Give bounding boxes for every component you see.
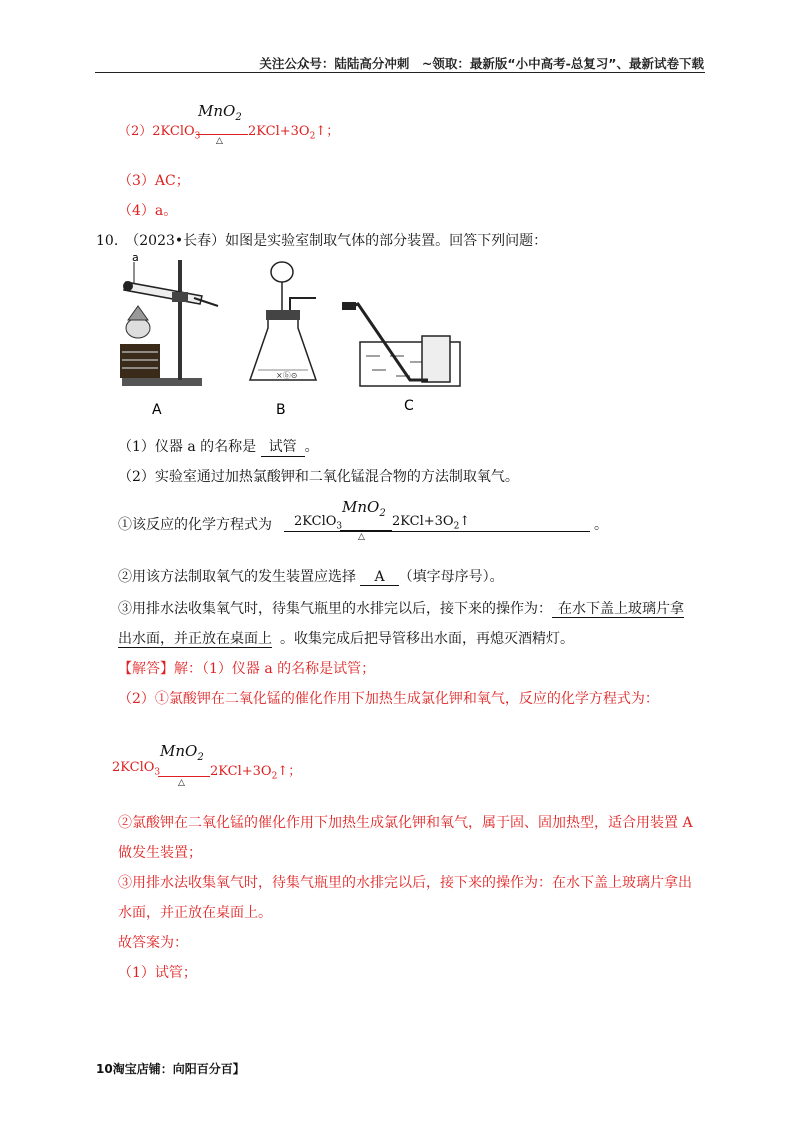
- solution-paragraph-3b: 做发生装置；: [118, 845, 202, 861]
- figure-label-c: C: [404, 398, 414, 414]
- heat-symbol: △: [216, 136, 223, 146]
- reaction-arrow-line: [196, 134, 248, 135]
- apparatus-c-illustration: [342, 302, 460, 386]
- catalyst-label-q: MnO$_2$: [342, 498, 386, 519]
- answer-2-rhs: 2KCl+3O: [248, 124, 310, 139]
- answer-blank-2-2: A: [360, 569, 398, 586]
- svg-text:×ⓑ⊙: ×ⓑ⊙: [276, 371, 298, 380]
- figure-label-a: A: [152, 402, 162, 418]
- solution-paragraph-2: （2）①氯酸钾在二氧化锰的催化作用下加热生成氯化钾和氧气，反应的化学方程式为：: [118, 691, 659, 707]
- answer-blank-2-3a: 在水下盖上玻璃片拿: [552, 601, 684, 618]
- question-2-3-line-1: ③用排水法收集氧气时，待集气瓶里的水排完以后，接下来的操作为： 在水下盖上玻璃片拿: [118, 601, 684, 617]
- question-10-stem: 10. （2023•长春）如图是实验室制取气体的部分装置。回答下列问题：: [96, 233, 548, 249]
- catalyst-label: MnO$_2$: [198, 102, 242, 123]
- solution-equation: 2KClO$_3$ MnO$_2$ △ $2KCl+3O_2↑$；: [112, 742, 302, 788]
- apparatus-a-illustration: [120, 260, 218, 386]
- apparatus-figure: [110, 252, 470, 422]
- figure-label-b: B: [276, 402, 286, 418]
- label-a-tag: a: [132, 252, 139, 264]
- header-rule: [95, 72, 705, 73]
- answer-blank-1: 试管: [261, 436, 305, 457]
- question-1: （1）仪器 a 的名称是 试管 。: [118, 436, 319, 457]
- previous-answer-3: （3）AC；: [118, 173, 190, 189]
- page-header-text: 关注公众号：陆陆高分冲刺 ~领取：最新版“小中高考-总复习”、最新试卷下载: [259, 56, 704, 71]
- question-2: （2）实验室通过加热氯酸钾和二氧化锰混合物的方法制取氧气。: [118, 469, 519, 485]
- page-footer: 10淘宝店铺：向阳百分百】: [96, 1062, 245, 1076]
- question-2-2: ②用该方法制取氧气的发生装置应选择 A （填字母序号）。: [118, 569, 504, 585]
- question-2-3-line-2: 出水面，并正放在桌面上 。收集完成后把导管移出水面，再熄灭酒精灯。: [118, 631, 574, 647]
- previous-answer-2-equation: （2）2KClO$_3$ MnO$_2$ △ $2KCl+3O_2↑$；: [118, 102, 340, 146]
- apparatus-b-illustration: [250, 262, 316, 380]
- solution-paragraph-3a: ②氯酸钾在二氧化锰的催化作用下加热生成氯化钾和氧气，属于固、固加热型，适合用装置 A: [118, 815, 693, 831]
- solution-paragraph-4a: ③用排水法收集氧气时，待集气瓶里的水排完以后，接下来的操作为：在水下盖上玻璃片拿出: [118, 875, 692, 891]
- answer-2-lhs: （2）2KClO: [118, 124, 195, 139]
- answer-head: 故答案为：: [118, 935, 188, 951]
- previous-answer-4: （4）a。: [118, 203, 178, 219]
- answer-blank-2-3b: 出水面，并正放在桌面上: [118, 631, 272, 647]
- solution-paragraph-4b: 水面，并正放在桌面上。: [118, 905, 272, 921]
- answer-1: （1）试管；: [118, 965, 197, 981]
- solution-head: 【解答】解：（1）仪器 a 的名称是试管；: [118, 661, 376, 677]
- question-2-1: ①该反应的化学方程式为 2KClO$_3$ MnO$_2$ △ $2KCl+3O_2↑$ 。: [118, 498, 608, 542]
